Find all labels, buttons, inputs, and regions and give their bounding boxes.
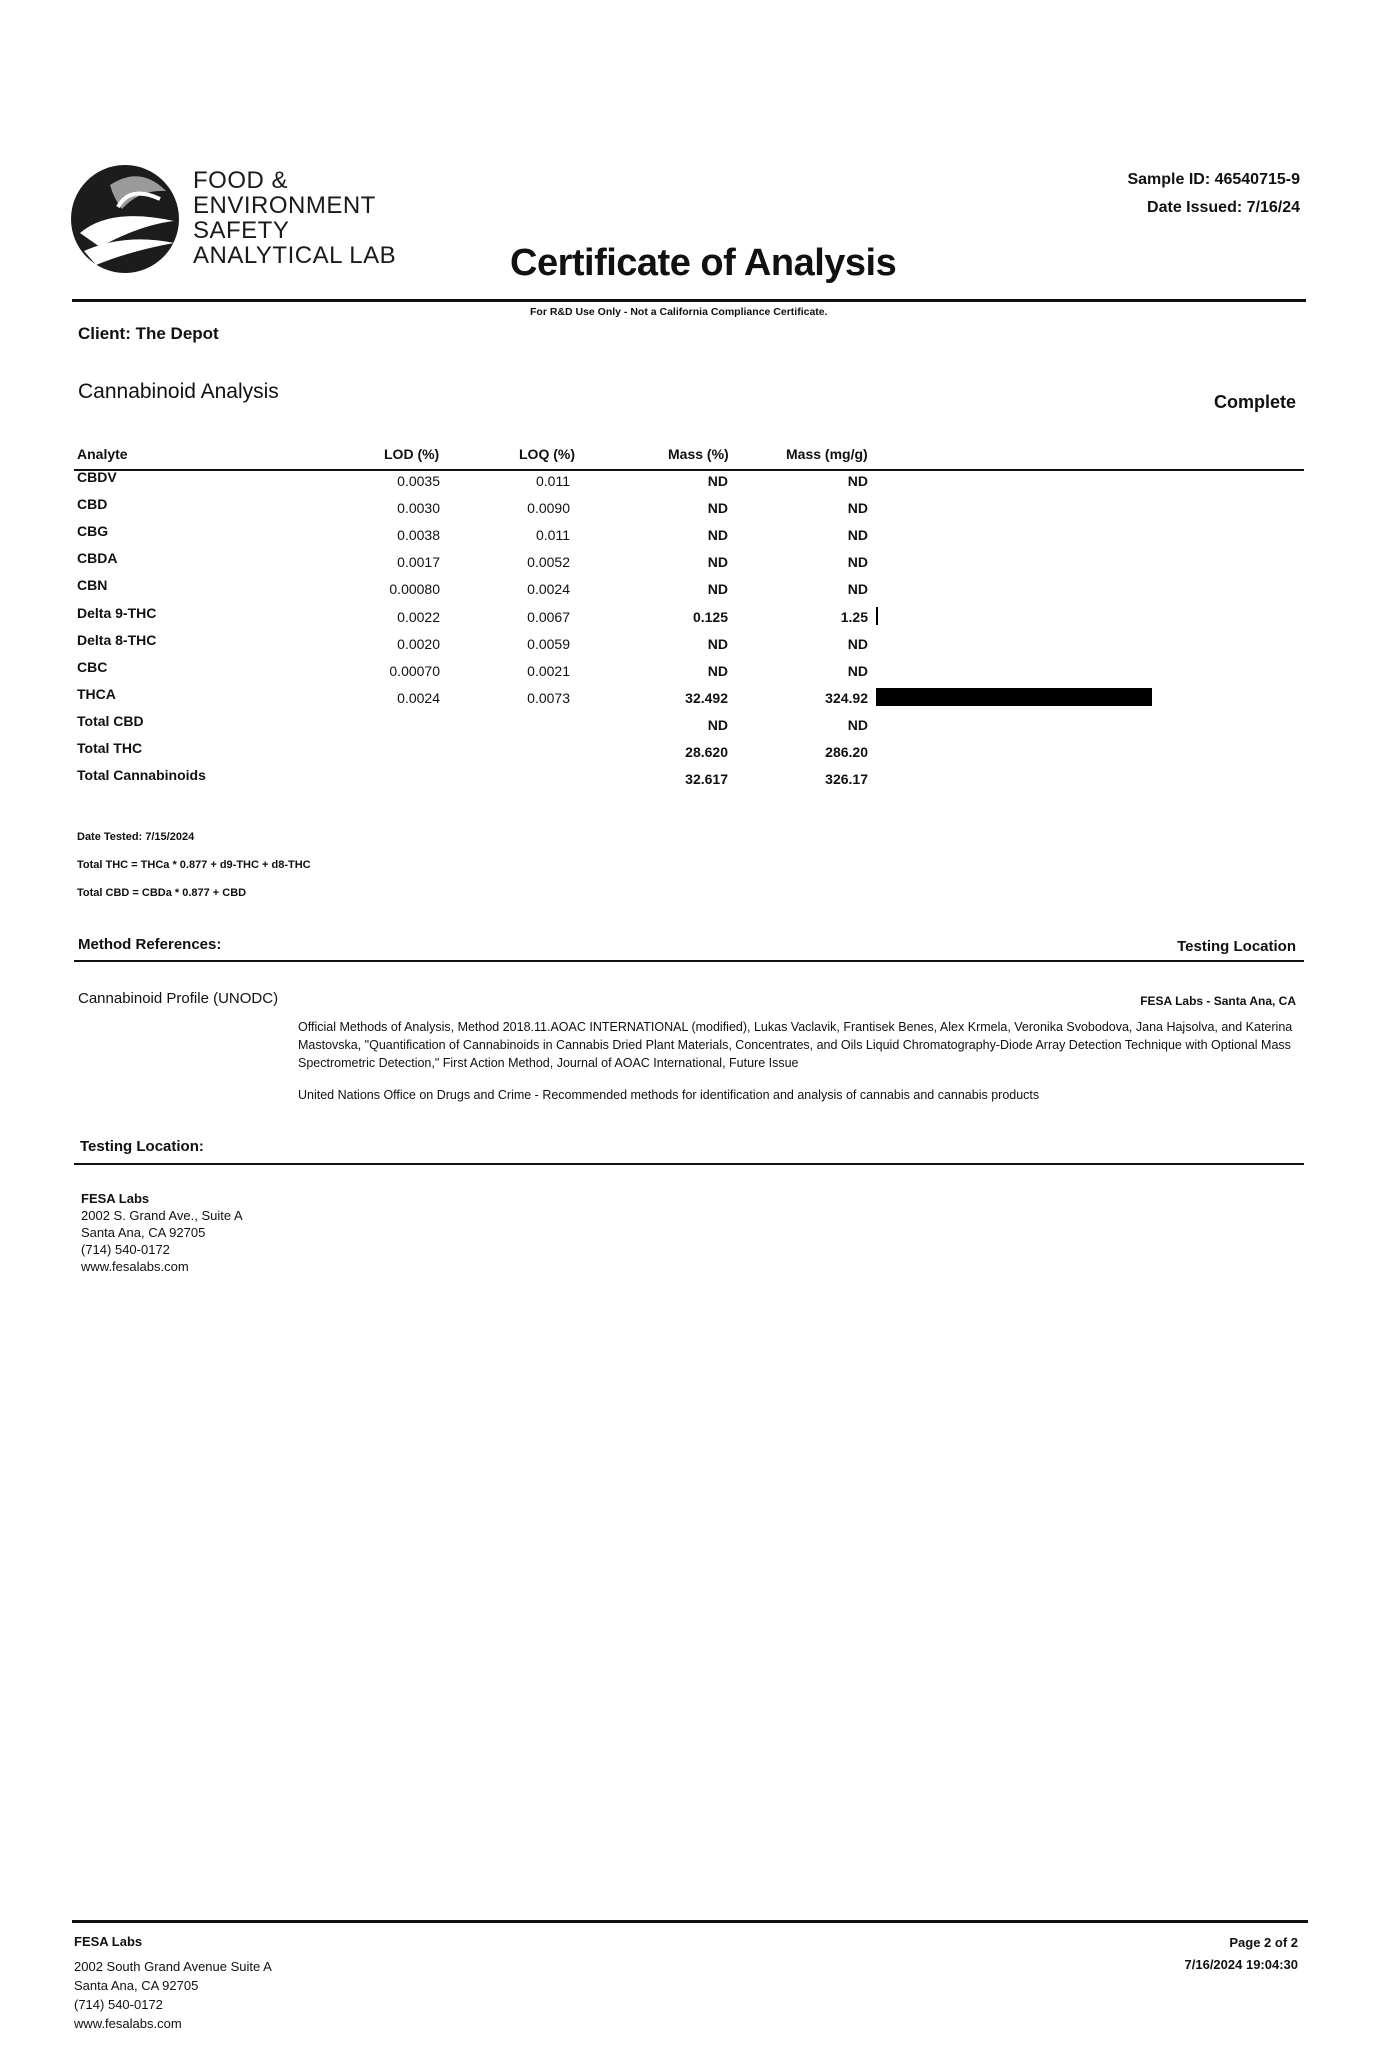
mass-mg-per-g: ND: [847, 500, 868, 517]
mass-percent: ND: [707, 581, 728, 598]
lod-value: 0.0038: [397, 527, 440, 544]
analyte-name: Total THC: [77, 740, 143, 756]
mass-mg-per-g: ND: [847, 716, 868, 733]
table-row: [0, 659, 1378, 686]
footer-lab-name: FESA Labs: [74, 1934, 143, 1949]
lod-value: 0.0030: [397, 500, 440, 517]
table-row: [0, 523, 1378, 550]
lab-street: 2002 S. Grand Ave., Suite A: [81, 1208, 243, 1223]
footer-address: [74, 1932, 272, 2033]
header-rule: [72, 299, 1306, 302]
lab-address: [81, 1190, 243, 1275]
result-bar: [876, 688, 1152, 706]
table-row: [0, 550, 1378, 577]
logo-line: ANALYTICAL LAB: [193, 242, 397, 269]
mass-percent: ND: [707, 635, 728, 652]
analyte-name: Delta 8-THC: [77, 631, 157, 648]
method-reference-aoac: Official Methods of Analysis, Method 2018.11.AOAC INTERNATIONAL (modified), Lukas Vaclavik, Frantisek Benes, Alex Krmela, Veronika Svobodova, Jana Hajsolva, and Katerina Mastovska, "Quantification of Cannabinoids in Cannabis Dried Plant Materials, Concentrates, and Oils Liquid Chromatography-Diode Array Detection Technique with Optional Mass Spectrometric Detection," First Action Method, Journal of AOAC International, Future Issue: [298, 1020, 1293, 1070]
table-row: [0, 713, 1378, 740]
mass-mg-per-g: ND: [847, 581, 868, 598]
loq-value: 0.0021: [527, 662, 570, 679]
analyte-name: Total CBD: [77, 712, 144, 729]
table-row: [0, 469, 1378, 496]
footer-city: Santa Ana, CA 92705: [74, 1978, 199, 1993]
table-row: [0, 605, 1378, 632]
lod-value: 0.0022: [397, 608, 440, 625]
mass-percent: ND: [707, 554, 728, 571]
loq-value: 0.011: [536, 473, 570, 489]
lod-value: 0.00070: [389, 662, 440, 679]
analyte-name: THCA: [77, 685, 116, 702]
mass-percent: ND: [707, 473, 728, 489]
result-bar: [876, 607, 878, 625]
total-thc-formula: Total THC = THCa * 0.877 + d9-THC + d8-THC: [77, 859, 311, 871]
lab-website: www.fesalabs.com: [81, 1259, 189, 1274]
method-references-heading: Method References:: [78, 936, 222, 953]
mass-mg-per-g: ND: [847, 473, 868, 489]
page-title: Certificate of Analysis: [510, 242, 897, 284]
date-issued: Date Issued: 7/16/24: [1147, 199, 1300, 216]
mass-mg-per-g: 324.92: [825, 689, 868, 706]
status-badge: Complete: [1213, 392, 1296, 412]
logo-line: SAFETY: [193, 217, 290, 244]
print-timestamp: 7/16/2024 19:04:30: [1184, 1957, 1298, 1972]
lab-logo-name: [193, 168, 396, 268]
table-row: [0, 740, 1378, 767]
methods-rule: [74, 960, 1304, 962]
table-row: [0, 767, 1378, 794]
loq-value: 0.0059: [527, 635, 570, 652]
mass-mg-per-g: 326.17: [825, 771, 868, 788]
mass-percent: 0.125: [692, 608, 728, 625]
col-mass-pct: Mass (%): [668, 446, 729, 462]
logo-line: FOOD &: [193, 167, 289, 194]
loq-value: 0.0052: [527, 554, 570, 571]
lab-phone: (714) 540-0172: [81, 1242, 170, 1257]
date-tested: Date Tested: 7/15/2024: [77, 831, 195, 843]
total-cbd-formula: Total CBD = CBDa * 0.877 + CBD: [77, 887, 247, 899]
disclaimer: For R&D Use Only - Not a California Compliance Certificate.: [530, 306, 828, 318]
method-reference-unodc: United Nations Office on Drugs and Crime - Recommended methods for identification and analysis of cannabis and cannabis products: [298, 1088, 1040, 1102]
analyte-name: CBD: [77, 496, 108, 513]
loq-value: 0.0067: [527, 608, 570, 625]
footer-street: 2002 South Grand Avenue Suite A: [74, 1959, 272, 1974]
mass-mg-per-g: ND: [847, 662, 868, 679]
mass-mg-per-g: ND: [847, 527, 868, 544]
cannabinoid-profile: Cannabinoid Profile (UNODC): [78, 990, 279, 1007]
lab-location: FESA Labs - Santa Ana, CA: [1140, 994, 1296, 1008]
mass-percent: 32.492: [685, 689, 728, 706]
mass-percent: ND: [707, 527, 728, 544]
location-rule: [74, 1163, 1304, 1165]
lod-value: 0.0017: [397, 554, 440, 571]
section-title: Cannabinoid Analysis: [78, 380, 279, 403]
mass-percent: ND: [707, 662, 728, 679]
table-row: [0, 686, 1378, 713]
footer-website: www.fesalabs.com: [74, 2016, 182, 2031]
analyte-name: CBN: [77, 577, 108, 594]
mass-mg-per-g: ND: [847, 635, 868, 652]
loq-value: 0.0073: [527, 689, 570, 706]
mass-percent: ND: [707, 716, 728, 733]
testing-location-label: Testing Location:: [80, 1138, 204, 1155]
footer-phone: (714) 540-0172: [74, 1997, 163, 2012]
analyte-name: CBDA: [77, 550, 118, 567]
lab-city: Santa Ana, CA 92705: [81, 1225, 206, 1240]
sample-info: [1127, 166, 1300, 222]
logo-line: ENVIRONMENT: [193, 192, 376, 219]
lod-value: 0.0024: [397, 689, 440, 706]
analyte-name: CBC: [77, 658, 108, 675]
analyte-name: Delta 9-THC: [77, 604, 157, 621]
lab-name: FESA Labs: [81, 1191, 150, 1206]
loq-value: 0.011: [536, 527, 570, 544]
col-analyte: Analyte: [77, 446, 128, 462]
lod-value: 0.0020: [397, 635, 440, 652]
mass-mg-per-g: 286.20: [825, 744, 868, 760]
testing-location-heading: Testing Location: [1177, 938, 1296, 955]
loq-value: 0.0024: [527, 581, 570, 598]
mass-percent: ND: [707, 500, 728, 517]
col-loq: LOQ (%): [519, 446, 575, 462]
analyte-name: Total Cannabinoids: [77, 767, 206, 784]
table-row: [0, 577, 1378, 604]
page-number: Page 2 of 2: [1229, 1935, 1298, 1950]
col-mass-mg: Mass (mg/g): [786, 446, 868, 462]
lab-leaf-icon: [70, 155, 180, 283]
client-name: Client: The Depot: [78, 324, 219, 343]
col-lod: LOD (%): [384, 446, 440, 462]
page-info: [1185, 1932, 1298, 1976]
lod-value: 0.00080: [389, 581, 440, 598]
sample-id: Sample ID: 46540715-9: [1127, 171, 1300, 188]
loq-value: 0.0090: [527, 500, 570, 517]
footer-rule: [72, 1920, 1308, 1923]
analyte-name: CBDV: [77, 469, 117, 485]
lod-value: 0.0035: [397, 473, 440, 489]
analyte-name: CBG: [77, 523, 109, 540]
table-row: [0, 496, 1378, 523]
table-row: [0, 632, 1378, 659]
mass-percent: 32.617: [685, 771, 728, 788]
mass-mg-per-g: ND: [847, 554, 868, 571]
mass-percent: 28.620: [685, 744, 728, 760]
mass-mg-per-g: 1.25: [840, 608, 868, 625]
